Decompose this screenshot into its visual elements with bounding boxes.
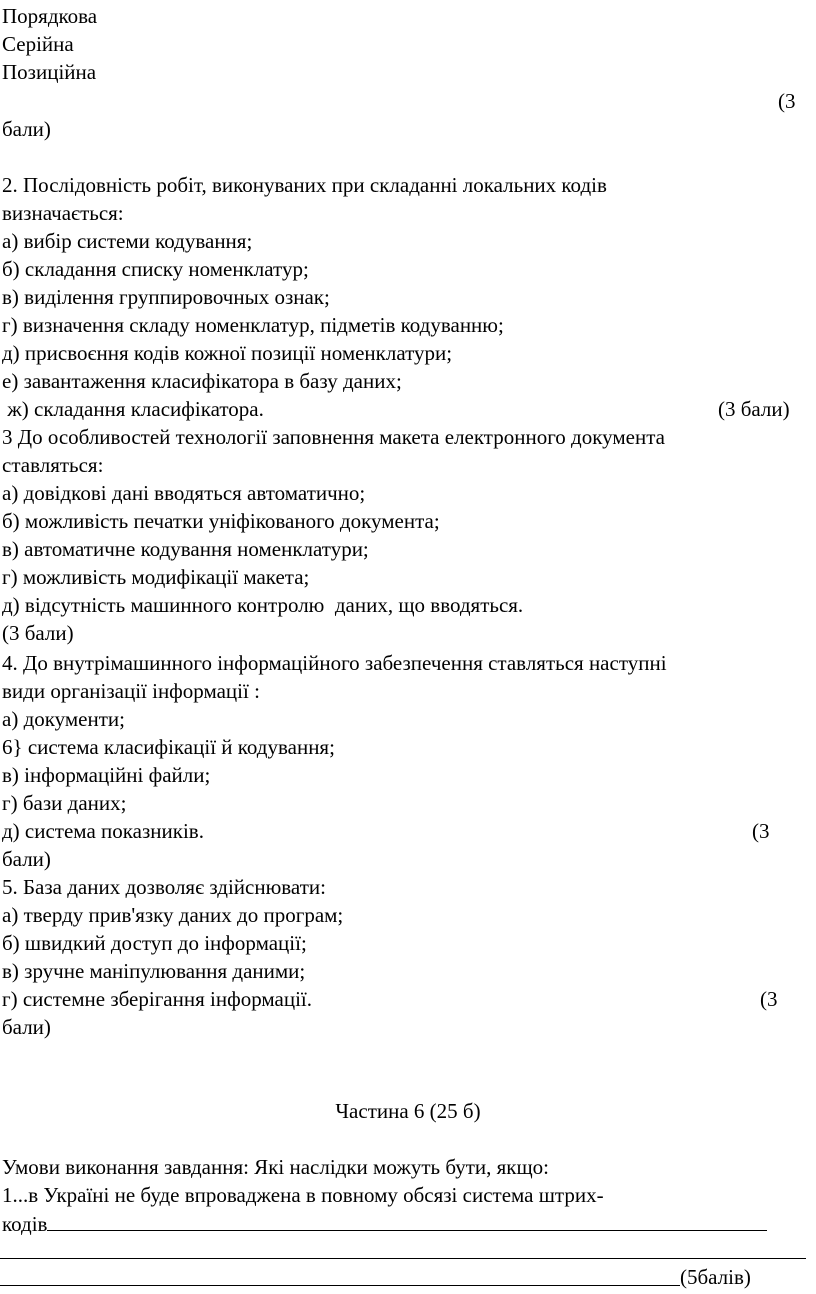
q3-option-b: б) можливість печатки уніфікованого документа; <box>2 509 440 533</box>
answer-blank-line1 <box>47 1210 767 1231</box>
q5-score-open: (3 <box>760 987 778 1011</box>
q4-option-b: 6} система класифікації й кодування; <box>2 735 335 759</box>
q5-option-b: б) швидкий доступ до інформації; <box>2 931 307 955</box>
q2-option-a: а) вибір системи кодування; <box>2 229 253 253</box>
q1-score-open: (3 <box>778 89 796 113</box>
q4-option-c: в) інформаційні файли; <box>2 763 211 787</box>
q4-option-a: а) документи; <box>2 707 125 731</box>
q3-option-a: а) довідкові дані вводяться автоматично; <box>2 481 366 505</box>
q2-option-f: е) завантаження класифікатора в базу даних; <box>2 369 402 393</box>
q5-option-a: а) тверду прив'язку даних до програм; <box>2 903 344 927</box>
q2-option-g: ж) складання класифікатора. <box>2 397 264 421</box>
answer-blank-line2 <box>0 1258 806 1259</box>
q3-title-line2: ставляться: <box>2 453 104 477</box>
q5-option-d: г) системне зберігання інформації. <box>2 987 312 1011</box>
q2-title-line1: 2. Послідовність робіт, виконуваних при складанні локальних кодів <box>2 173 607 197</box>
q4-option-e: д) система показників. <box>2 819 204 843</box>
q1-option-position: Позиційна <box>2 60 97 84</box>
part6-item1-word: кодів <box>2 1212 48 1236</box>
q2-score: (3 бали) <box>718 397 790 421</box>
q4-title-line2: види організації інформації : <box>2 679 260 703</box>
q3-option-c: в) автоматичне кодування номенклатури; <box>2 537 369 561</box>
part6-item1-line2 <box>2 1210 767 1237</box>
q1-score-close: бали) <box>2 117 51 141</box>
part6-conditions: Умови виконання завдання: Які наслідки можуть бути, якщо: <box>2 1155 549 1179</box>
part6-item1-line1: 1...в Україні не буде впроваджена в повному обсязі система штрих- <box>2 1183 604 1207</box>
q3-option-d: г) можливість модифікації макета; <box>2 565 310 589</box>
q4-title-line1: 4. До внутрімашинного інформаційного забезпечення ставляться наступні <box>2 651 667 675</box>
q3-title-line1: 3 До особливостей технології заповнення макета електронного документа <box>2 425 665 449</box>
q5-score-close: бали) <box>2 1015 51 1039</box>
q1-option-serial: Серійна <box>2 32 74 56</box>
q4-option-d: г) бази даних; <box>2 791 127 815</box>
q2-option-b: б) складання списку номенклатур; <box>2 257 309 281</box>
q4-score-open: (3 <box>752 819 770 843</box>
q3-score: (3 бали) <box>2 621 74 645</box>
q2-option-c: в) виділення группировочных ознак; <box>2 285 330 309</box>
q4-score-close: бали) <box>2 847 51 871</box>
q2-option-e: д) присвоєння кодів кожної позиції номенклатури; <box>2 341 453 365</box>
answer-blank-line3 <box>0 1285 680 1286</box>
q3-option-e: д) відсутність машинного контролю даних, що вводяться. <box>2 593 524 617</box>
part6-score: (5балів) <box>680 1265 751 1289</box>
q2-title-line2: визначається: <box>2 201 124 225</box>
q5-title: 5. База даних дозволяє здійснювати: <box>2 875 326 899</box>
q1-option-ordinal: Порядкова <box>2 4 98 28</box>
q2-option-d: г) визначення складу номенклатур, підметів кодуванню; <box>2 313 504 337</box>
q5-option-c: в) зручне маніпулювання даними; <box>2 959 306 983</box>
part6-heading: Частина 6 (25 б) <box>335 1099 481 1123</box>
